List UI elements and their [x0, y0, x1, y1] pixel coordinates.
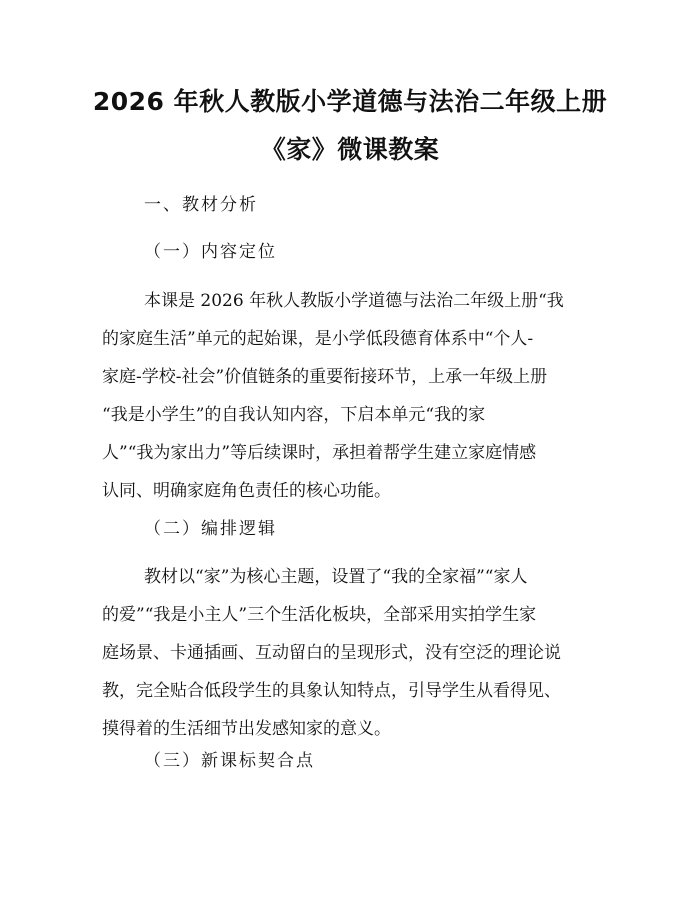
paragraph-layout-logic: [102, 558, 602, 748]
paragraph-line: 本课是 2026 年秋人教版小学道德与法治二年级上册“我: [144, 291, 564, 311]
paragraph-line: 教材以“家”为核心主题，设置了“我的全家福”“家人: [144, 567, 528, 587]
document-title-line-1: 2026 年秋人教版小学道德与法治二年级上册: [92, 87, 608, 116]
subsection-heading-content-position: （一）内容定位: [144, 242, 277, 262]
paragraph-line: 的爱”“我是小主人”三个生活化板块，全部采用实拍学生家: [102, 605, 537, 625]
paragraph-line: “我是小学生”的自我认知内容，下启本单元“我的家: [102, 405, 486, 425]
paragraph-line: 家庭-学校-社会”价值链条的重要衔接环节，上承一年级上册: [102, 367, 548, 387]
paragraph-line: 庭场景、卡通插画、互动留白的呈现形式，没有空泛的理论说: [102, 643, 561, 663]
paragraph-line: 教，完全贴合低段学生的具象认知特点，引导学生从看得见、: [102, 681, 561, 701]
subsection-heading-layout-logic: （二）编排逻辑: [144, 519, 277, 539]
paragraph-line: 人”“我为家出力”等后续课时，承担着帮学生建立家庭情感: [102, 443, 537, 463]
section-heading-textbook-analysis: 一、教材分析: [144, 195, 258, 215]
subsection-heading-curriculum-fit: （三）新课标契合点: [144, 751, 315, 771]
paragraph-content-position: [102, 282, 602, 510]
paragraph-line: 摸得着的生活细节出发感知家的意义。: [102, 719, 391, 739]
paragraph-line: 认同、明确家庭角色责任的核心功能。: [102, 481, 391, 501]
document-title-line-2: 《家》微课教案: [260, 135, 440, 164]
paragraph-line: 的家庭生活”单元的起始课，是小学低段德育体系中“个人-: [102, 329, 534, 349]
